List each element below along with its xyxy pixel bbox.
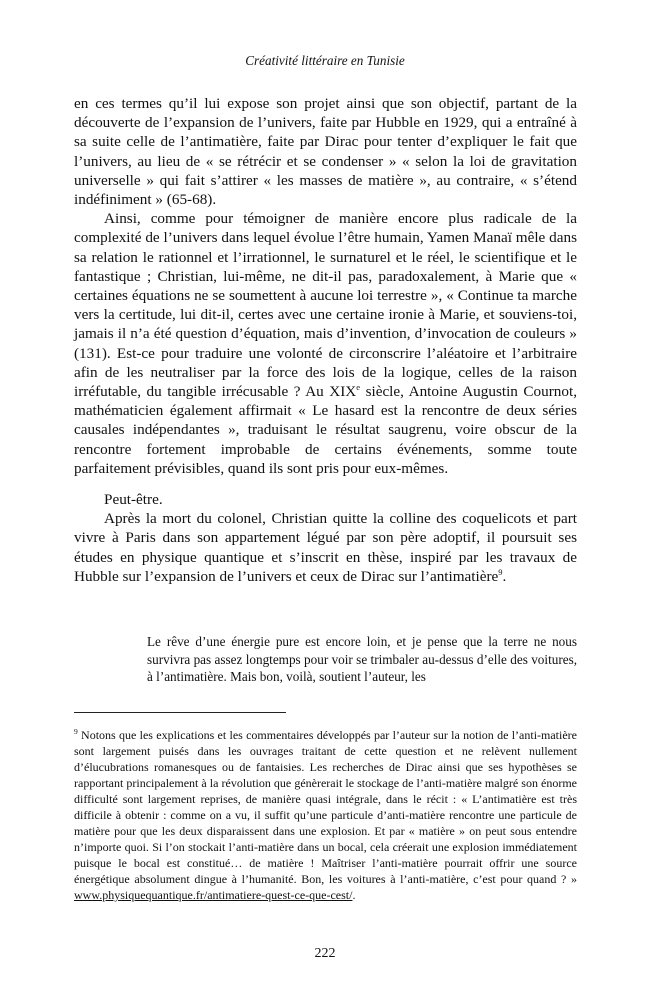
footnote xyxy=(74,727,577,903)
footnote-text: Notons que les explications et les commentaires développés par l’auteur sur la notion de l’anti-matière sont largement puisés dans les ouvrages traitant de cette question et ne relèvent nullement d’élucubrations romanesques ou de fantaisies. Les recherches de Dirac ainsi que ses hypothèses se rapportant principalement à la révolution que génèrerait le stockage de l’anti-matière malgré son énorme difficulté sont largement reprises, de manière quasi intégrale, dans le récit : « L’antimatière est très difficile à obtenir : comme on a vu, il suffit qu’une particule d’anti-matière rencontre une particule de matière pour que les deux disparaissent dans une explosion. Et par « matière » on peut sous entendre n’importe quoi. Si l’on stockait l’anti-matière dans un bocal, cela créerait une explosion immédiatement puisque le bocal est constitué… de matière ! Maîtriser l’anti-matière pourrait offrir une source énergétique absolument dingue à l’humanité. Bon, les voitures à l’anti-matière, c’est pour quand ? » xyxy=(74,728,577,886)
block-quote-text: Le rêve d’une énergie pure est encore loin, et je pense que la terre ne nous survivra pas assez longtemps pour voir se trimbaler au-dessus d’elle des voitures, à l’antimatière. Mais bon, voilà, soutient l’auteur, les xyxy=(147,634,577,685)
century-superscript: e xyxy=(356,382,361,393)
paragraph-2-text-a: Ainsi, comme pour témoigner de manière encore plus radicale de la complexité de l’univers dans lequel évolue l’être humain, Yamen Manaï mêle dans sa relation le rationnel et l’irrationnel, le surnaturel et le réel, le scientifique et le fantastique ; Christian, lui-même, ne dit-il pas, paradoxalement, à Marie que « certaines équations ne se soumettent à aucune loi terrestre », « Continue ta marche vers la certitude, lui dit-il, certes avec une certaine ironie à Marie, et souviens-toi, jamais il n’a été question d’équation, mais d’invention, d’invocation de couleurs » (131). Est-ce pour traduire une volonté de circonscrire l’aléatoire et l’arbitraire afin de les neutraliser par la force des lois de la logique, celles de la raison irréfutable, du tangible irrécusable ? Au XIX xyxy=(74,210,577,401)
paragraph-1: en ces termes qu’il lui expose son projet ainsi que son objectif, partant de la découverte de l’expansion de l’univers, faite par Hubble en 1929, qui a entraîné à sa suite celle de l’antimatière, faite par Dirac pour tenter d’expliquer le fait que l’univers, au lieu de « se rétrécir et se condenser » « selon la loi de gravitation universelle » qui fait s’attirer « les masses de matière », au contraire, « s’étend indéfiniment » (65-68). xyxy=(74,95,577,209)
paragraph-4-text: Après la mort du colonel, Christian quitte la colline des coquelicots et part vivre à Paris dans son appartement légué par son père adoptif, il poursuit ses études en physique quantique et s’inscrit en thèse, inspiré par les travaux de Hubble sur l’expansion de l’univers et ceux de Dirac sur l’antimatière xyxy=(74,510,577,585)
paragraph-4 xyxy=(74,509,577,586)
footnote-number: 9 xyxy=(74,727,78,736)
footnote-link[interactable]: www.physiquequantique.fr/antimatiere-quest-ce-que-cest/ xyxy=(74,888,353,902)
footnote-paragraph xyxy=(74,727,577,903)
paragraph-2-text-b: siècle, Antoine Augustin Cournot, mathématicien également affirmait « Le hasard est la rencontre de deux séries causales indépendantes », traduisant le résultat saugrenu, voire obscur de la rencontre fortement improbable de certains événements, somme toute parfaitement prévisibles, quand ils sont pris pour eux-mêmes. xyxy=(74,383,577,477)
running-header: Créativité littéraire en Tunisie xyxy=(245,53,405,68)
paragraph-3: Peut-être. xyxy=(104,491,163,509)
block-quote xyxy=(147,633,577,686)
main-text xyxy=(74,94,577,586)
paragraph-2 xyxy=(74,209,577,478)
page-number: 222 xyxy=(314,946,336,961)
footnote-separator xyxy=(74,712,286,713)
footnote-reference[interactable]: 9 xyxy=(498,566,503,577)
footnote-end: . xyxy=(352,888,356,902)
paragraph-4-end: . xyxy=(502,567,507,585)
